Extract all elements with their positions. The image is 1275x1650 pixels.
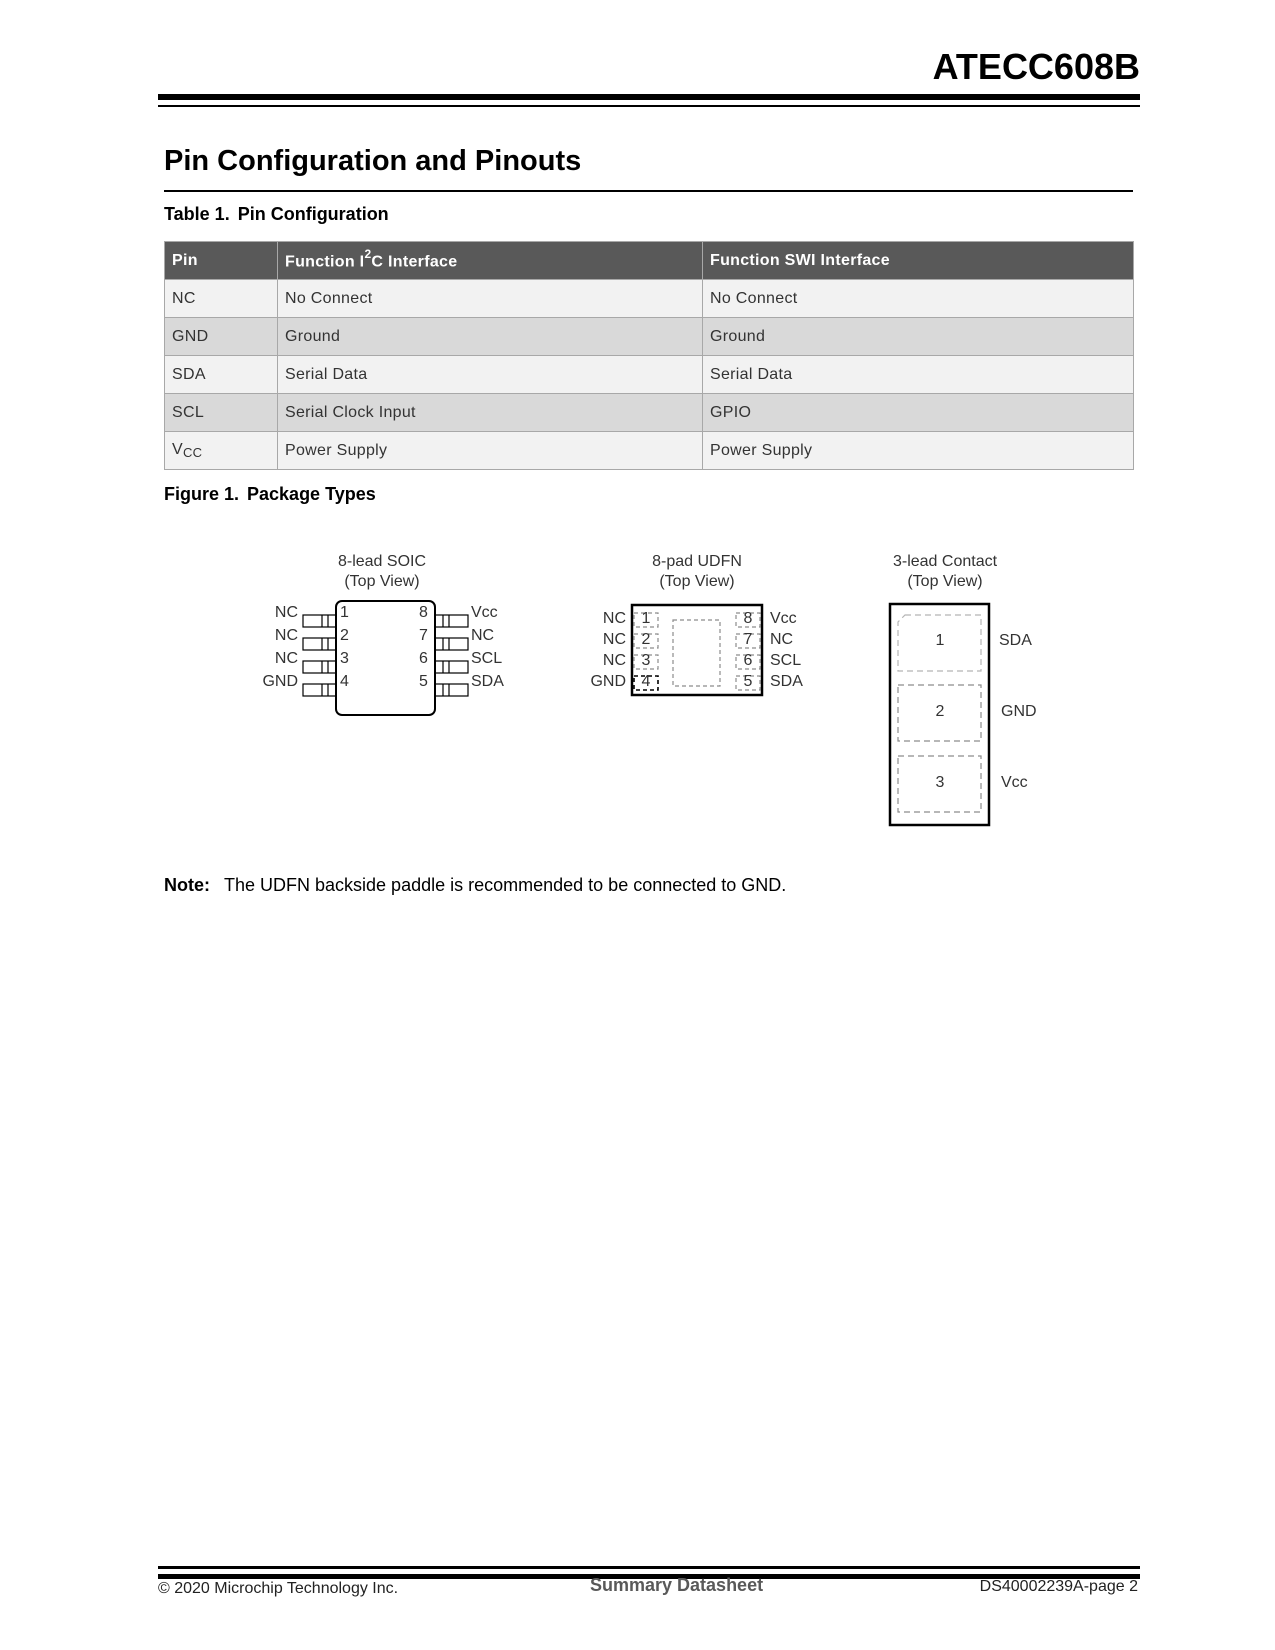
contact-pad1-label: SDA <box>999 632 1032 649</box>
udfn-pin3-label: NC <box>602 652 626 669</box>
table-header-row <box>165 242 1134 280</box>
cell-i2c: Serial Data <box>278 356 703 394</box>
contact-pad1-number: 1 <box>935 632 945 649</box>
cell-swi: Serial Data <box>703 356 1134 394</box>
udfn-pin1-number: 1 <box>641 610 651 627</box>
soic-pin8-number: 8 <box>419 604 428 621</box>
udfn-pin2-number: 2 <box>641 631 651 648</box>
cell-i2c: Serial Clock Input <box>278 394 703 432</box>
contact-subtitle: (Top View) <box>907 573 983 590</box>
soic-pin6-number: 6 <box>419 650 428 667</box>
soic-package-diagram <box>300 595 470 720</box>
soic-pin4-number: 4 <box>340 673 349 690</box>
note-label: Note: <box>164 875 210 895</box>
pin-configuration-table <box>164 241 1134 470</box>
footer-doc-type: Summary Datasheet <box>590 1575 764 1595</box>
udfn-pin5-number: 5 <box>743 673 753 690</box>
soic-pin3-label: NC <box>274 650 298 667</box>
udfn-pin6-number: 6 <box>743 652 753 669</box>
contact-title-block <box>865 552 1025 592</box>
section-rule <box>164 190 1133 192</box>
udfn-pin7-number: 7 <box>743 631 753 648</box>
cell-swi: GPIO <box>703 394 1134 432</box>
table-caption <box>164 204 389 225</box>
header-rule-thin <box>158 105 1140 107</box>
soic-pin7-number: 7 <box>419 627 428 644</box>
note-text: The UDFN backside paddle is recommended to be connected to GND. <box>224 875 787 895</box>
table-row <box>165 432 1134 470</box>
contact-pad2-label: GND <box>1001 703 1037 720</box>
soic-pin2-label: NC <box>274 627 298 644</box>
soic-pin5-label: SDA <box>471 673 504 690</box>
cell-pin: GND <box>165 318 278 356</box>
table-row <box>165 318 1134 356</box>
section-title: Pin Configuration and Pinouts <box>164 145 582 177</box>
udfn-title-block <box>617 552 777 592</box>
figure-caption-text: Package Types <box>247 484 376 504</box>
soic-pin6-label: SCL <box>471 650 503 667</box>
udfn-pin6-label: SCL <box>770 652 802 669</box>
soic-pin3-number: 3 <box>340 650 349 667</box>
cell-pin <box>165 432 278 470</box>
header-i2c-prefix: Function I <box>285 253 365 271</box>
soic-title: 8-lead SOIC <box>337 553 427 570</box>
cell-i2c: Power Supply <box>278 432 703 470</box>
udfn-pin8-number: 8 <box>743 610 753 627</box>
cell-i2c: Ground <box>278 318 703 356</box>
contact-title: 3-lead Contact <box>892 553 998 570</box>
soic-pin4-label: GND <box>262 673 298 690</box>
header-rule-thick <box>158 94 1140 100</box>
header-i2c-superscript: 2 <box>364 247 372 262</box>
header-i2c-suffix: C Interface <box>371 253 458 271</box>
header-i2c-function <box>278 242 703 280</box>
note <box>164 875 786 896</box>
cell-pin-main: V <box>172 441 183 458</box>
footer-page-ref: DS40002239A-page 2 <box>979 1578 1138 1595</box>
cell-pin: SCL <box>165 394 278 432</box>
cell-swi: Ground <box>703 318 1134 356</box>
udfn-pin8-label: Vcc <box>770 610 797 627</box>
udfn-pin2-label: NC <box>602 631 626 648</box>
udfn-pin1-label: NC <box>602 610 626 627</box>
soic-pin1-label: NC <box>274 604 298 621</box>
figure-caption-number: Figure 1. <box>164 484 240 504</box>
document-title: ATECC608B <box>932 46 1140 87</box>
udfn-pin5-label: SDA <box>770 673 803 690</box>
udfn-pin4-number: 4 <box>641 673 651 690</box>
udfn-title: 8-pad UDFN <box>652 553 742 570</box>
soic-title-block <box>300 552 464 592</box>
header-pin: Pin <box>165 242 278 280</box>
soic-pin1-number: 1 <box>340 604 349 621</box>
soic-pin2-number: 2 <box>340 627 349 644</box>
soic-pin7-label: NC <box>471 627 495 644</box>
footer-copyright: © 2020 Microchip Technology Inc. <box>158 1580 399 1597</box>
contact-pad3-label: Vcc <box>1001 774 1028 791</box>
udfn-pin7-label: NC <box>770 631 794 648</box>
soic-pin5-number: 5 <box>419 673 428 690</box>
udfn-pin4-label: GND <box>590 673 626 690</box>
udfn-subtitle: (Top View) <box>659 573 735 590</box>
cell-i2c: No Connect <box>278 280 703 318</box>
contact-pad2-number: 2 <box>935 703 945 720</box>
soic-pin8-label: Vcc <box>471 604 498 621</box>
cell-pin: NC <box>165 280 278 318</box>
header-swi-function: Function SWI Interface <box>703 242 1134 280</box>
table-row <box>165 394 1134 432</box>
cell-pin: SDA <box>165 356 278 394</box>
table-caption-number: Table 1. <box>164 204 230 224</box>
contact-pad3-number: 3 <box>935 774 945 791</box>
figure-caption <box>164 484 376 505</box>
table-caption-text: Pin Configuration <box>237 204 389 224</box>
soic-subtitle: (Top View) <box>344 573 420 590</box>
udfn-pin3-number: 3 <box>641 652 651 669</box>
cell-swi: No Connect <box>703 280 1134 318</box>
cell-swi: Power Supply <box>703 432 1134 470</box>
footer-rule-thin <box>158 1566 1140 1569</box>
table-row <box>165 356 1134 394</box>
cell-pin-subscript: CC <box>182 445 203 460</box>
table-row <box>165 280 1134 318</box>
